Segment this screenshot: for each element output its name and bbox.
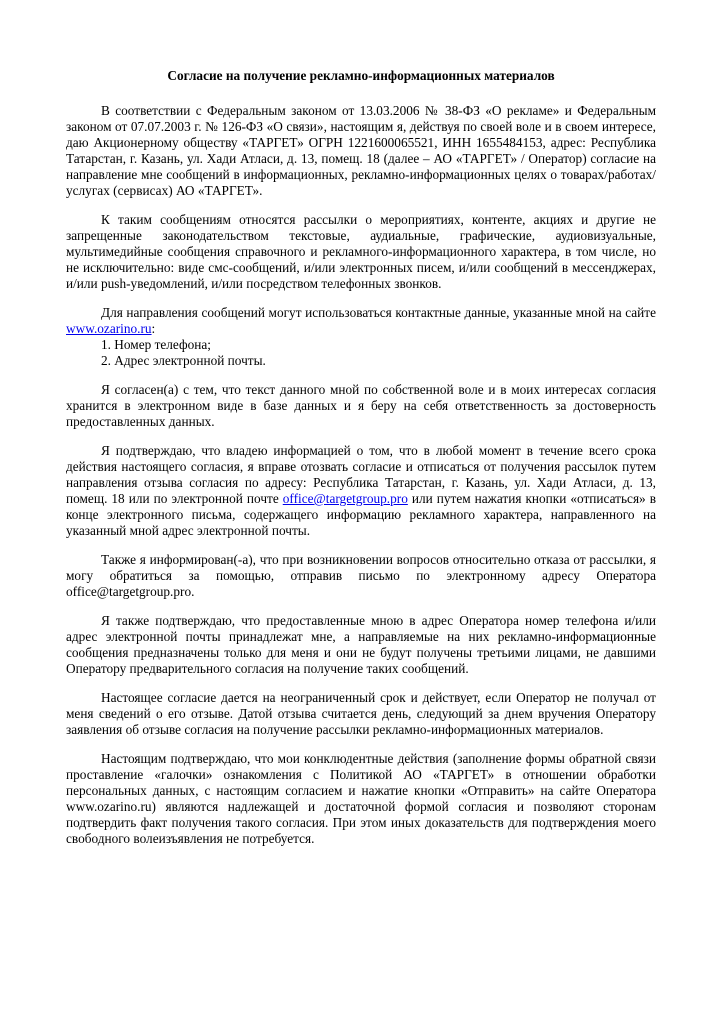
text-run: Настоящее согласие дается на неограниченный срок и действует, если Оператор не получал от меня сведений о его отзыве. Датой отзыва считается день, следующий за днем вручения Оператору заявления об отзыве согласия на получение рассылки рекламно-информационных материалов. <box>66 690 656 737</box>
text-run: Я также подтверждаю, что предоставленные мною в адрес Оператора номер телефона и/или адрес электронной почты принадлежат мне, а направляемые на них рекламно-информационные сообщения предназначены только для меня и они не будут получены третьими лицами, не давшими Оператору предварительного согласия на получение таких сообщений. <box>66 613 656 676</box>
text-run: Я согласен(а) с тем, что текст данного мной по собственной воле и в моих интересах согласия хранится в электронном виде в базе данных и я беру на себя ответственность за достоверность предоставленных данных. <box>66 382 656 429</box>
paragraph-legal-basis <box>66 103 656 199</box>
paragraph-conclusive-actions <box>66 751 656 847</box>
text-run: Также я информирован(-а), что при возникновении вопросов относительно отказа от рассылки, я могу обратиться за помощью, отправив письмо по электронному адресу Оператора office@targetgroup.pro. <box>66 552 656 599</box>
text-run: 2. Адрес электронной почты. <box>101 353 266 368</box>
text-run: В соответствии с Федеральным законом от 13.03.2006 № 38-ФЗ «О рекламе» и Федеральным законом от 07.07.2003 г. № 126-ФЗ «О связи», настоящим я, действуя по своей воле и в своем интересе, даю Акционерному обществу «ТАРГЕТ» ОГРН 1221600065521, ИНН 1655484153, адрес: Республика Татарстан, г. Казань, ул. Хади Атласи, д. 13, помещ. 18 (далее – АО «ТАРГЕТ» / Оператор) согласие на направление мне сообщений в информационных, рекламно-информационных целях о товарах/работах/услугах (сервисах) АО «ТАРГЕТ». <box>66 103 656 198</box>
paragraph-contact-ownership <box>66 613 656 677</box>
document-body <box>66 103 656 847</box>
list-item-phone <box>66 337 656 353</box>
office-email-link[interactable]: office@targetgroup.pro <box>282 491 408 506</box>
text-run: К таким сообщениям относятся рассылки о мероприятиях, контенте, акциях и другие не запрещенные законодательством текстовые, аудиальные, графические, аудиовизуальные, мультимедийные сообщения справочного и рекламного-информационного характера, в том числе, но не исключительно: виде смс-сообщений, и/или электронных писем, и/или сообщений в мессенджерах, и/или push-уведомлений, и/или посредством телефонных звонков. <box>66 212 656 291</box>
paragraph-contact-data <box>66 305 656 337</box>
text-run: : <box>151 321 156 336</box>
document-title: Согласие на получение рекламно-информационных материалов <box>167 68 555 83</box>
list-item-email <box>66 353 656 369</box>
text-run: Настоящим подтверждаю, что мои конклюдентные действия (заполнение формы обратной связи проставление «галочки» ознакомления с Политикой АО «ТАРГЕТ» в отношении обработки персональных данных, с настоящим согласием и нажатие кнопки «Отправить» на сайте Оператора www.ozarino.ru) являются надлежащей и достаточной формой согласия и позволяют сторонам подтвердить факт получения такого согласия. При этом иных доказательств для подтверждения моего свободного волеизъявления не потребуется. <box>66 751 656 846</box>
paragraph-message-types <box>66 212 656 292</box>
paragraph-withdrawal-right <box>66 443 656 539</box>
paragraph-support-contact <box>66 552 656 600</box>
ozarino-website-link[interactable]: www.ozarino.ru <box>66 321 152 336</box>
text-run: Для направления сообщений могут использоваться контактные данные, указанные мной на сайте <box>101 305 656 320</box>
paragraph-duration <box>66 690 656 738</box>
text-run: или путем нажатия кнопки «отписаться» в конце электронного письма, содержащего информацию рекламного характера, направленного на указанный мной адрес электронной почты. <box>66 491 656 538</box>
text-run: Я подтверждаю, что владею информацией о том, что в любой момент в течение всего срока действия настоящего согласия, я вправе отозвать согласие и отписаться от получения рассылок путем направления отзыва согласия по адресу: Республика Татарстан, г. Казань, ул. Хади Атласи, д. 13, помещ. 18 или по электронной почте <box>66 443 656 506</box>
paragraph-storage-consent <box>66 382 656 430</box>
text-run: 1. Номер телефона; <box>101 337 211 352</box>
